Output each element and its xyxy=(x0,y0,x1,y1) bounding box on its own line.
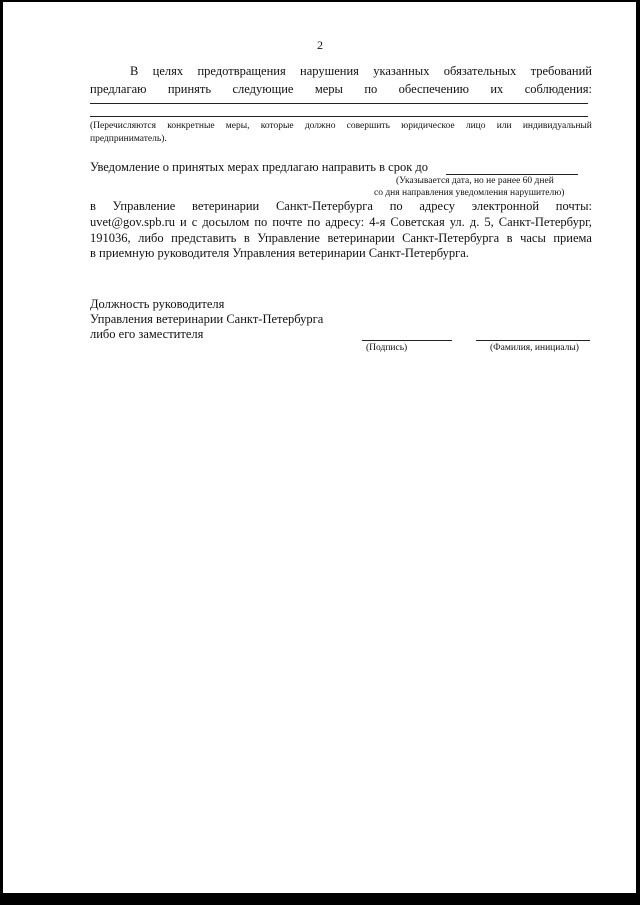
word: ветеринарии xyxy=(192,199,260,213)
position-line1: Должность руководителя xyxy=(90,297,225,311)
address-line1 xyxy=(90,199,592,214)
word: целях xyxy=(152,64,184,78)
word: Советская xyxy=(390,215,445,229)
word: соблюдения: xyxy=(524,82,592,96)
word: досылом xyxy=(202,215,250,229)
measures-blank-line-2 xyxy=(90,116,588,117)
name-label: (Фамилия, инициалы) xyxy=(490,343,579,353)
word: Управление xyxy=(257,231,320,245)
word: предотвращения xyxy=(197,64,286,78)
scan-border-top xyxy=(0,0,640,2)
word: почты: xyxy=(555,199,592,213)
word: Санкт-Петербурга xyxy=(275,199,373,213)
deadline-date-field xyxy=(446,174,578,175)
address-line2 xyxy=(90,215,592,230)
name-line xyxy=(476,340,590,341)
word: ветеринарии xyxy=(327,231,395,245)
word: или xyxy=(496,121,512,131)
word: и xyxy=(180,215,187,229)
word: адресу xyxy=(419,199,456,213)
address-line3 xyxy=(90,231,592,246)
signature-label: (Подпись) xyxy=(366,343,408,353)
position-line3: либо его заместителя xyxy=(90,327,204,341)
word: по xyxy=(254,215,268,229)
word: в xyxy=(506,231,513,245)
signature-line xyxy=(362,340,452,341)
word: Санкт-Петербург, xyxy=(498,215,592,229)
word: почте xyxy=(272,215,303,229)
word: с xyxy=(191,215,198,229)
word: их xyxy=(490,82,504,96)
word: требований xyxy=(530,64,592,78)
word: либо xyxy=(138,231,164,245)
word: в xyxy=(243,231,250,245)
word: по xyxy=(364,82,378,96)
paragraph1-line1 xyxy=(130,64,592,79)
word: Управление xyxy=(112,199,176,213)
word: 5, xyxy=(484,215,494,229)
word: меры xyxy=(314,82,343,96)
word: часы xyxy=(520,231,546,245)
word: принять xyxy=(167,82,212,96)
word: обеспечению xyxy=(398,82,469,96)
word: конкретные xyxy=(167,121,215,131)
word: приема xyxy=(553,231,592,245)
word: в xyxy=(90,199,96,213)
word: указанных xyxy=(373,64,430,78)
measures-note-line1 xyxy=(90,121,592,131)
word: юридическое xyxy=(401,121,455,131)
word: совершить xyxy=(346,121,390,131)
address-line4: в приемную руководителя Управления ветеринарии Санкт-Петербурга. xyxy=(90,246,469,260)
word: нарушения xyxy=(300,64,359,78)
scan-border-right xyxy=(636,0,640,905)
deadline-text: Уведомление о принятых мерах предлагаю направить в срок до xyxy=(90,160,429,174)
word: адресу: xyxy=(325,215,365,229)
word: ул. xyxy=(449,215,465,229)
paragraph1-line2 xyxy=(90,82,592,97)
scan-border-left xyxy=(0,0,3,905)
word: предлагаю xyxy=(90,82,147,96)
word: (Перечисляются xyxy=(90,121,156,131)
word: электронной xyxy=(471,199,540,213)
measures-note-line2: предприниматель). xyxy=(90,134,167,144)
word: по xyxy=(389,199,403,213)
word: меры, xyxy=(225,121,250,131)
word: по xyxy=(307,215,321,229)
deadline-note-line2: со дня направления уведомления нарушителю) xyxy=(374,188,565,198)
word: лицо xyxy=(465,121,486,131)
measures-blank-line-1 xyxy=(90,103,588,104)
page-number: 2 xyxy=(317,38,323,52)
word: обязательных xyxy=(443,64,517,78)
word: 4-я xyxy=(369,215,386,229)
word: В xyxy=(130,64,139,78)
word: Санкт-Петербурга xyxy=(402,231,500,245)
word: uvet@gov.spb.ru xyxy=(90,215,175,229)
word: д. xyxy=(469,215,480,229)
word: следующие xyxy=(232,82,294,96)
position-line2: Управления ветеринарии Санкт-Петербурга xyxy=(90,312,324,326)
deadline-note-line1: (Указывается дата, но не ранее 60 дней xyxy=(396,176,554,186)
scan-border-bottom xyxy=(0,893,640,905)
word: представить xyxy=(171,231,237,245)
word: 191036, xyxy=(90,231,131,245)
word: индивидуальный xyxy=(522,121,592,131)
word: должно xyxy=(304,121,336,131)
word: которые xyxy=(260,121,294,131)
